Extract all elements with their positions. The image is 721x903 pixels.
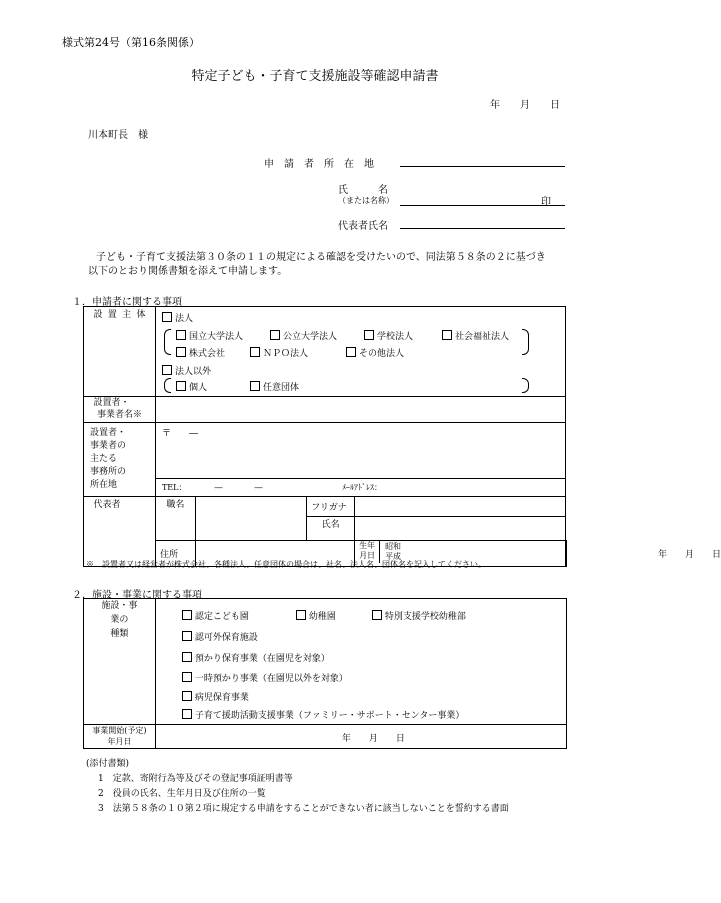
- office-label-2: 事業者の: [90, 441, 127, 451]
- position-label: 職名: [166, 500, 185, 510]
- applicant-address-field[interactable]: [400, 166, 565, 167]
- furigana-label: フリガナ: [311, 503, 347, 513]
- type-extended-care[interactable]: 預かり保育事業（在園児を対象）: [182, 651, 330, 664]
- corp-option[interactable]: 法人: [162, 311, 193, 324]
- office-label-1: 設置者・: [90, 428, 127, 438]
- position-label-cell: [155, 497, 195, 541]
- office-label-4: 事務所の: [90, 467, 127, 477]
- representative-label-cell: [84, 497, 156, 567]
- corp-type-school[interactable]: 学校法人: [364, 329, 413, 342]
- form-number: 様式第24号（第16条関係）: [62, 36, 200, 49]
- org-name-label-cell: [84, 397, 156, 423]
- facility-type-label-1: 施設・事: [101, 601, 138, 611]
- start-date-label-2: 年月日: [107, 737, 132, 746]
- corp-type-npo[interactable]: ＮＰＯ法人: [250, 346, 308, 359]
- start-date-label-1: 事業開始(予定): [92, 726, 147, 735]
- furigana-label-cell: [307, 497, 355, 517]
- postal-code-label: 〒 ―: [161, 429, 198, 439]
- org-name-label-1: 設置者・: [93, 398, 130, 408]
- type-special-school[interactable]: 特別支援学校幼稚部: [372, 609, 466, 622]
- establisher-options: [155, 307, 565, 397]
- intro-line-2: 以下のとおり関係書類を添えて申請します。: [88, 266, 288, 277]
- section2-heading: ２．施設・事業に関する事項: [72, 590, 202, 601]
- right-bracket-corp: [522, 329, 529, 355]
- address-label: 住所: [159, 550, 178, 560]
- rep-name-cell-field[interactable]: [355, 517, 566, 541]
- office-label-3: 主たる: [90, 454, 118, 464]
- era-options[interactable]: 昭和 平成: [385, 542, 402, 561]
- representative-label: 代表者: [93, 500, 121, 510]
- corp-type-company[interactable]: 株式会社: [176, 346, 225, 359]
- applicant-name-sub: （または名称）: [338, 196, 394, 205]
- intro-line-1: 子ども・子育て支援法第３０条の１１の規定による確認を受けたいので、同法第５８条の２に基づき: [96, 252, 546, 263]
- applicant-name-field[interactable]: [400, 205, 565, 206]
- type-temporary-care[interactable]: 一時預かり事業（在園児以外を対象）: [182, 671, 348, 684]
- type-kindergarten[interactable]: 幼稚園: [296, 609, 336, 622]
- office-label-5: 所在地: [90, 480, 118, 490]
- corp-type-other[interactable]: その他法人: [346, 346, 404, 359]
- section1-note: ※ 設置者又は経営者が株式会社、各種法人、任意団体の場合は、社名、法人名、団体名を記入してください。: [86, 560, 486, 569]
- facility-type-label-cell: [84, 599, 156, 725]
- establisher-label-cell: [84, 307, 156, 397]
- facility-type-options: [155, 599, 566, 725]
- corp-type-public-univ[interactable]: 公立大学法人: [270, 329, 337, 342]
- corp-type-social-welfare[interactable]: 社会福祉法人: [442, 329, 509, 342]
- org-name-label-2: 事業者名※: [96, 410, 142, 420]
- type-sick-child[interactable]: 病児保育事業: [182, 690, 249, 703]
- position-field[interactable]: [195, 497, 306, 541]
- start-date-label-cell: [84, 725, 156, 749]
- rep-name-cell-label: 氏名: [321, 520, 340, 530]
- birth-date-field[interactable]: [566, 541, 721, 567]
- non-corp-checkbox[interactable]: [162, 365, 172, 375]
- corp-type-national-univ[interactable]: 国立大学法人: [176, 329, 243, 342]
- non-corp-option[interactable]: 法人以外: [162, 364, 211, 377]
- attachment-3: 3 法第５８条の１０第２項に規定する申請をすることができない者に該当しないことを誓約する書面: [98, 804, 509, 814]
- name-label-cell: [307, 517, 355, 541]
- type-unlicensed[interactable]: 認可外保育施設: [182, 630, 258, 643]
- facility-type-label-3: 種類: [110, 629, 129, 639]
- org-name-field[interactable]: [155, 397, 565, 423]
- non-corp-type-voluntary[interactable]: 任意団体: [250, 380, 299, 393]
- attachments-heading: (添付書類): [86, 759, 130, 769]
- tel-label[interactable]: TEL： ― ―: [161, 482, 263, 492]
- furigana-field[interactable]: [355, 497, 566, 517]
- birth-date-label: 年 月 日: [658, 550, 721, 560]
- birth-label: 生年 月日: [359, 541, 380, 563]
- corp-checkbox[interactable]: [162, 312, 172, 322]
- seal-mark: 印: [541, 197, 551, 208]
- start-date-field[interactable]: [155, 725, 566, 749]
- date-line: 年 月 日: [490, 100, 560, 111]
- section1-heading: １．申請者に関する事項: [72, 297, 182, 308]
- attachment-2: 2 役員の氏名、生年月日及び住所の一覧: [98, 789, 266, 799]
- non-corp-type-individual[interactable]: 個人: [176, 380, 207, 393]
- establisher-label: 設 置 主 体: [93, 310, 146, 320]
- left-bracket-noncorp: [164, 378, 171, 393]
- attachment-1: 1 定款、寄附行為等及びその登記事項証明書等: [98, 774, 293, 784]
- rep-name-field[interactable]: [400, 228, 565, 229]
- office-address-field[interactable]: [155, 423, 565, 479]
- facility-type-label-2: 業の: [110, 615, 129, 625]
- applicant-table: [83, 306, 721, 567]
- type-certified-center[interactable]: 認定こども園: [182, 609, 249, 622]
- facility-table: [83, 598, 567, 749]
- rep-name-label: 代表者氏名: [338, 221, 388, 232]
- page-title: 特定子ども・子育て支援施設等確認申請書: [191, 69, 439, 84]
- office-label-cell: [84, 423, 156, 497]
- left-bracket-corp: [164, 329, 171, 355]
- type-family-support[interactable]: 子育て援助活動支援事業（ファミリー・サポート・センター事業）: [182, 708, 464, 721]
- applicant-address-label: 申 請 者 所 在 地: [264, 159, 374, 170]
- mail-label[interactable]: ﾒｰﾙｱﾄﾞﾚｽ：: [341, 482, 382, 492]
- right-bracket-noncorp: [522, 378, 529, 393]
- applicant-name-label: 氏 名: [338, 185, 388, 196]
- contact-row: [155, 478, 565, 497]
- addressee: 川本町長 様: [88, 130, 148, 141]
- start-date-value: 年 月 日: [341, 734, 405, 744]
